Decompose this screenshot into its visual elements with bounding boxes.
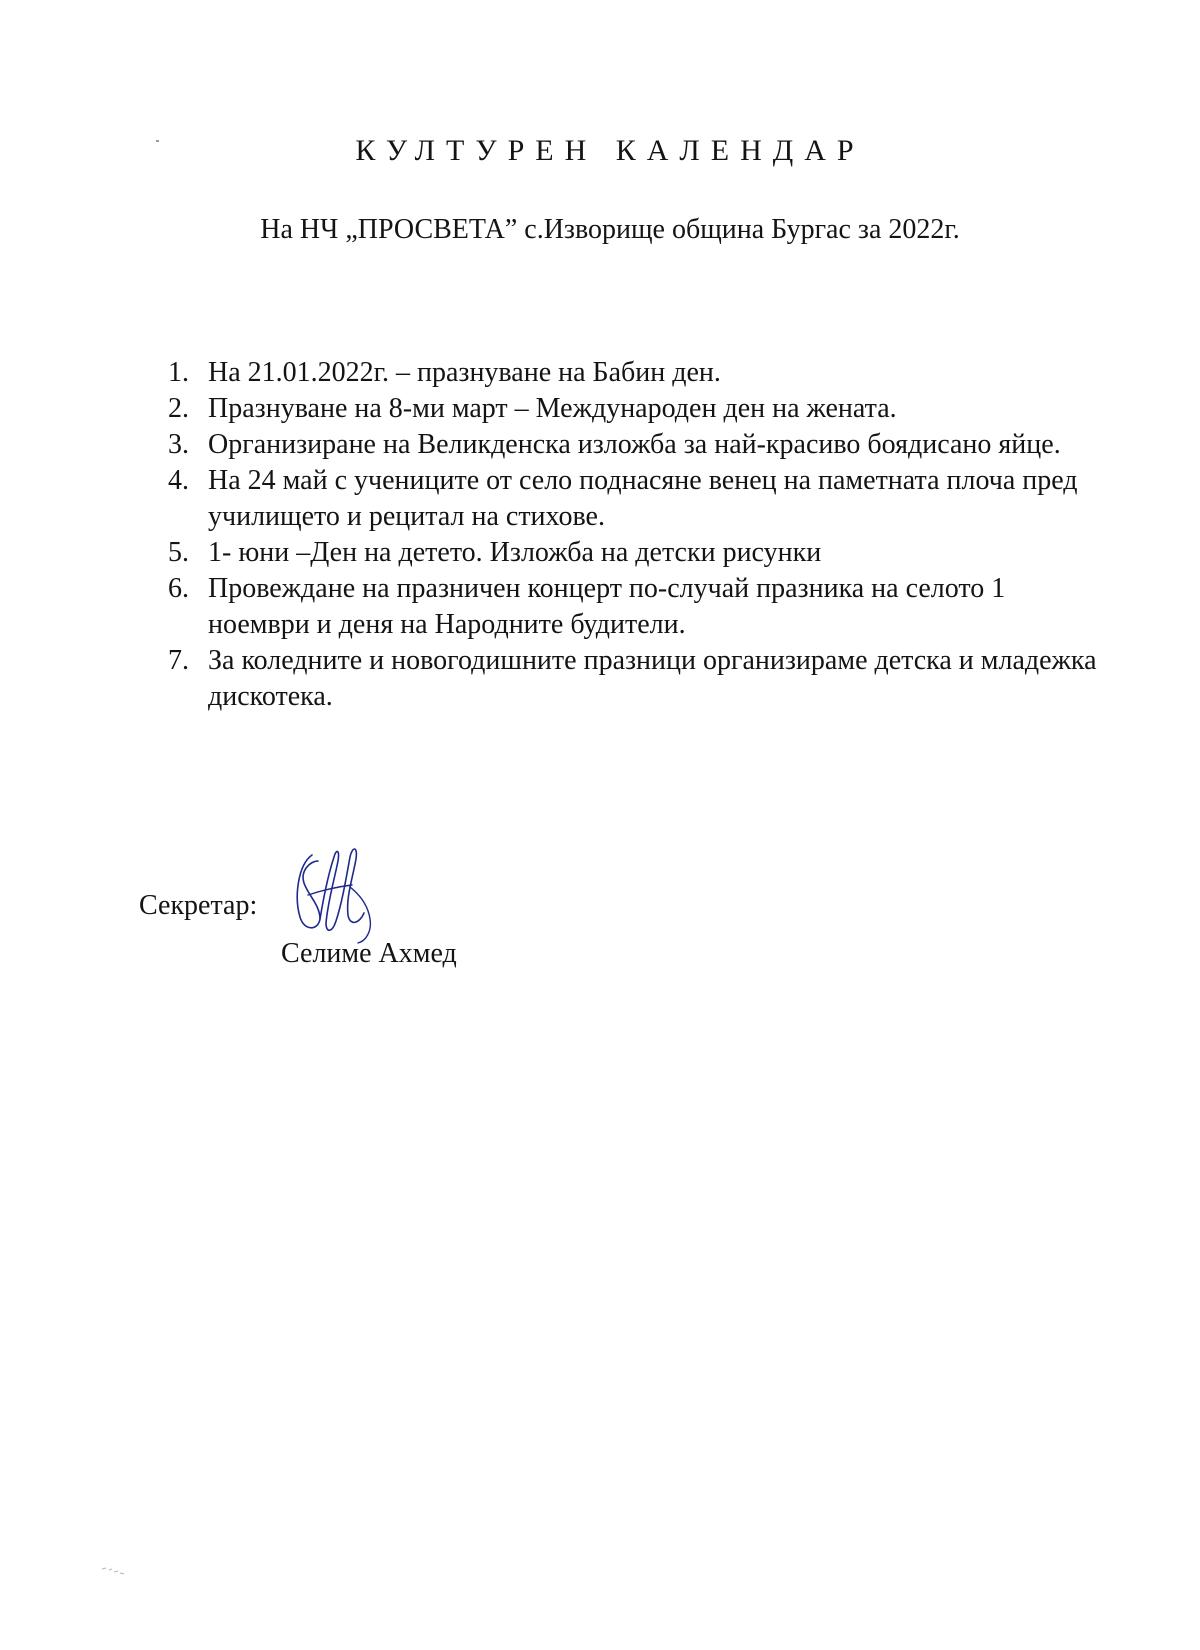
list-item [168,427,1098,463]
document-subtitle: На НЧ „ПРОСВЕТА” с.Изворище община Бургас за 2022г. [260,214,960,245]
signature-label: Секретар: [139,890,258,921]
list-item [168,463,1098,535]
item-text: На 21.01.2022г. – празнуване на Бабин ден. [208,357,721,388]
item-number: 4. [168,465,189,496]
event-list [168,355,1098,715]
item-number: 1. [168,357,189,388]
signatory-name: Селиме Ахмед [281,938,457,969]
document-title: КУЛТУРЕН КАЛЕНДАР [355,134,865,167]
list-item [168,643,1098,715]
list-item [168,571,1098,643]
item-number: 6. [168,573,189,604]
item-text: Организиране на Великденска изложба за най-красиво боядисано яйце. [208,429,1061,460]
item-text: Празнуване на 8-ми март – Международен ден на жената. [208,393,897,424]
item-text: Провеждане на празничен концерт по-случай празника на селото 1 ноември и деня на Народните будители. [208,573,1006,640]
item-number: 2. [168,393,189,424]
item-text: За коледните и новогодишните празници организираме детска и младежка дискотека. [208,645,1097,712]
item-number: 7. [168,645,189,676]
item-number: 5. [168,537,189,568]
handwritten-signature [290,835,380,947]
list-item [168,391,1098,427]
scan-artifact [100,1565,130,1577]
list-item [168,535,1098,571]
list-item [168,355,1098,391]
item-number: 3. [168,429,189,460]
item-text: На 24 май с учениците от село поднасяне венец на паметната плоча пред училището и рецитал на стихове. [208,465,1078,532]
item-text: 1- юни –Ден на детето. Изложба на детски рисунки [208,537,822,568]
